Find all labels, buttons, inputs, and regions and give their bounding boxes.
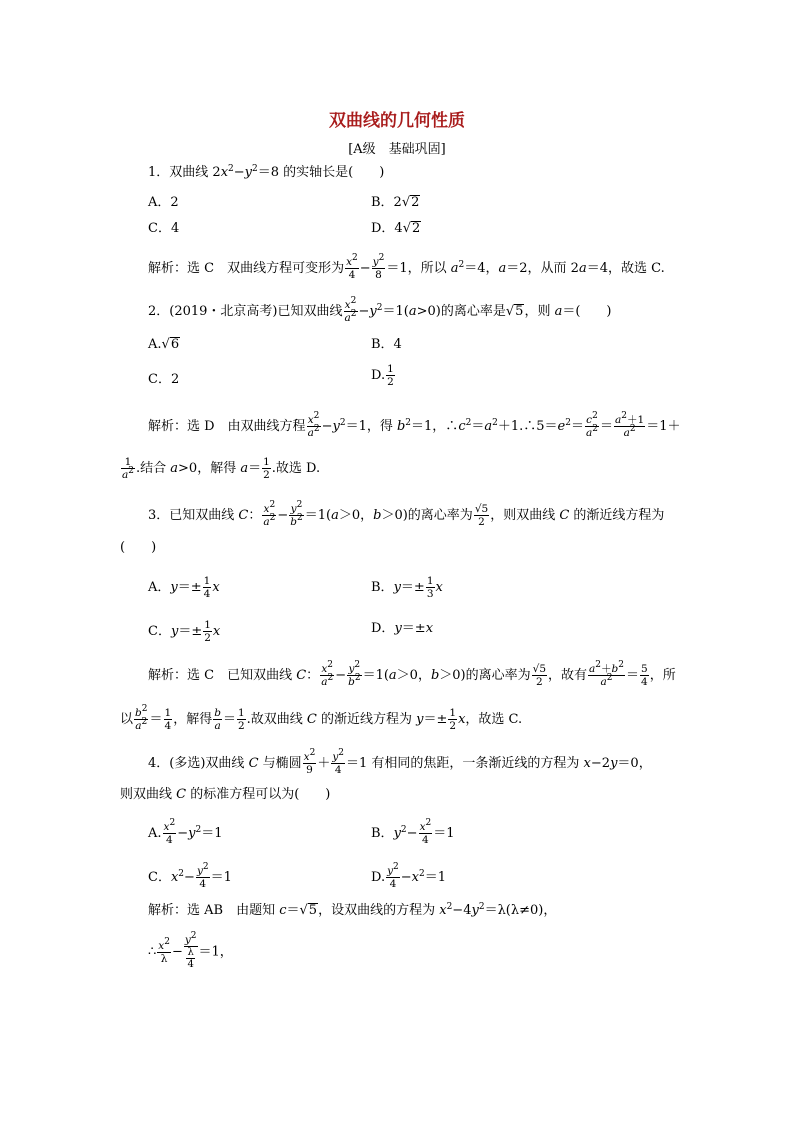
section-heading: [A级 基础巩固] [348, 142, 446, 157]
q3-option-d: D．y＝±x [371, 621, 434, 636]
q2-option-d: D. $\frac{1}{2}$ [371, 363, 394, 388]
q3-stem-line2: ( ) [120, 540, 157, 555]
q2-stem: 2．(2019・北京高考)已知双曲线 $\frac{x^2}{a^2}$ $-y^2=1(a>0)$的离心率是√5，则 a＝( ) [148, 296, 612, 324]
q4-solution-line2: ∴ $\frac{x^2}{\lambda}$ − $\frac{y^2}{\frac{\lambda}{4}}$ ＝1， [148, 931, 233, 970]
q1-solution: 解析：选 C 双曲线方程可变形为 $\frac{x^2}{4}$ − $\frac{y^2}{8}$ ＝1，所以 $a^2=4$，a＝2，从而 2a＝4，故选 C. [148, 253, 665, 281]
q3-option-a: A．y＝± $\frac{1}{4}$ x [148, 575, 220, 600]
q2-option-a: A.√6 [148, 337, 180, 352]
q4-option-a: A. $\frac{x^2}{4}$ $-y^2=1$ [148, 818, 223, 846]
q1-option-d: D．4√2 [371, 221, 421, 236]
q4-stem-line2: 则双曲线 C 的标准方程可以为( ) [120, 787, 331, 802]
q2-option-c: C．2 [148, 372, 180, 387]
q1-option-a: A．2 [148, 195, 179, 210]
document-title: 双曲线的几何性质 [329, 111, 465, 131]
q4-solution-line1: 解析：选 AB 由题知 c＝√5，设双曲线的方程为 $x^2-4y^2=\lambda(\lambda\ne 0)$， [148, 902, 557, 918]
q1-stem: 1．双曲线 $2x^2-y^2=8$ 的实轴长是( ) [148, 164, 385, 180]
q3-solution-line1: 解析：选 C 已知双曲线 C： $\frac{x^2}{a^2}$ − $\frac{y^2}{b^2}$ ＝1(a＞0，b＞0)的离心率为 $\frac{√5}{2}$ ，故有 $\frac{a^2+b^2}{a^2}$ ＝ $\frac{5}{4}$ ，所 [148, 660, 676, 688]
q2-solution-line2: $\frac{1}{a^2}$ .结合 a>0，解得 a＝ $\frac{1}{2}$ .故选 D. [122, 456, 321, 481]
q1-option-b: B．2√2 [371, 195, 420, 210]
q2-option-b: B．4 [371, 337, 402, 352]
q3-stem-line1: 3．已知双曲线 C： $\frac{x^2}{a^2}$ − $\frac{y^2}{b^2}$ ＝1(a＞0，b＞0)的离心率为 $\frac{√5}{2}$ ，则双曲线 C 的渐近线方程为 [148, 500, 665, 528]
q4-stem-line1: 4．(多选)双曲线 C 与椭圆 $\frac{x^2}{9}$ ＋ $\frac{y^2}{4}$ ＝1 有相同的焦距，一条渐近线的方程为 x−2y＝0， [148, 748, 652, 776]
q1-option-c: C．4 [148, 221, 180, 236]
q3-option-c: C．y＝± $\frac{1}{2}$ x [148, 619, 221, 644]
q3-option-b: B．y＝± $\frac{1}{3}$ x [371, 575, 443, 600]
q4-option-c: C．$x^2-$ $\frac{y^2}{4}$ ＝1 [148, 862, 232, 890]
q2-solution-line1: 解析：选 D 由双曲线方程 $\frac{x^2}{a^2}$ $-y^2=1$，得 $b^2=1$，$\therefore c^2=a^2+1.\therefore 5=e^2=$ $\frac{c^2}{a^2}$ ＝ $\frac{a^2+1}{a^2}$ ＝1＋ [148, 411, 681, 439]
q4-option-d: D. $\frac{y^2}{4}$ $-x^2=1$ [371, 862, 447, 890]
q3-solution-line2: 以 $\frac{b^2}{a^2}$ ＝ $\frac{1}{4}$ ，解得 $\frac{b}{a}$ ＝ $\frac{1}{2}$ .故双曲线 C 的渐近线方程为 y＝± $\frac{1}{2}$ x，故选 C. [120, 704, 523, 732]
q4-option-b: B．$y^2-$ $\frac{x^2}{4}$ ＝1 [371, 818, 455, 846]
